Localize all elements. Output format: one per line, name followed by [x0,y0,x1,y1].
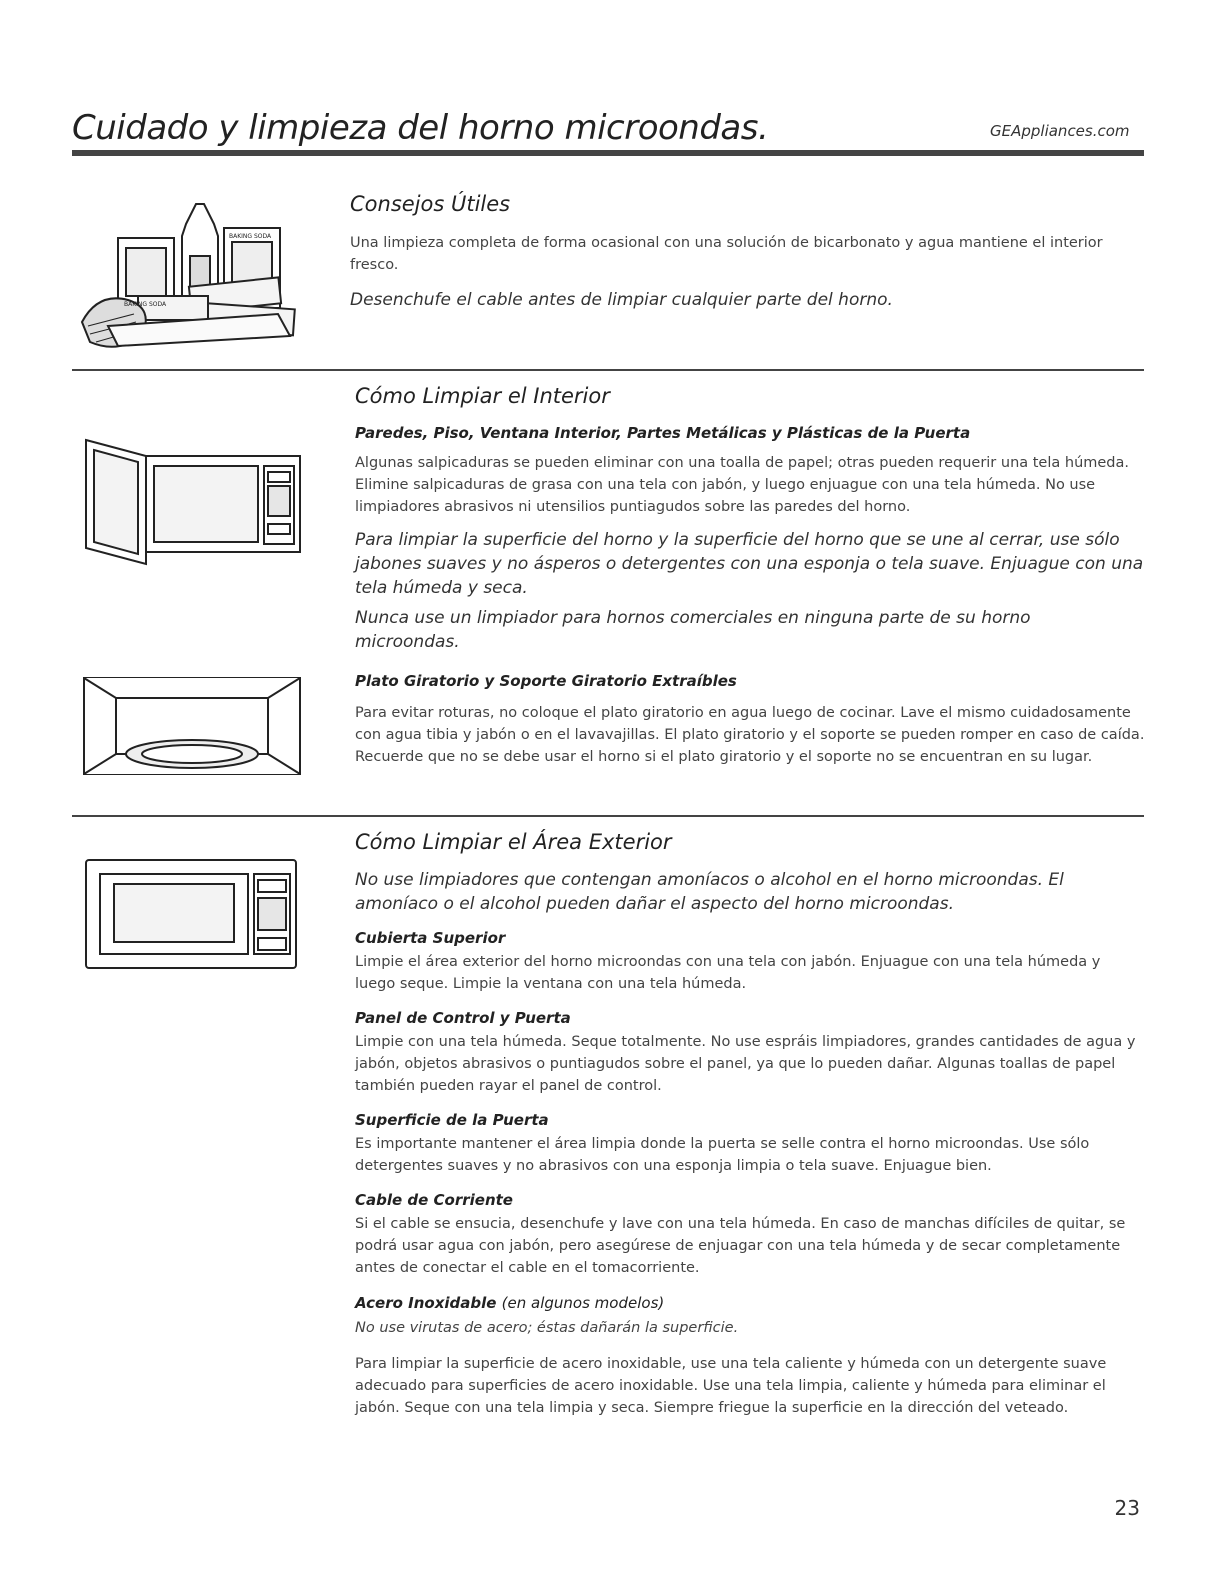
exterior-section-text-2: Limpie con una tela húmeda. Seque totalmente. No use espráis limpiadores, grandes cantidades de agua y jabón, objetos abrasivos o puntiagudos sobre el panel, ya que lo pueden dañar. Algunas toallas de papel también pueden rayar el panel de control. [355,1034,1136,1094]
exterior-heading: Cómo Limpiar el Área Exterior [355,830,672,854]
interior-para-4: Para evitar roturas, no coloque el plato giratorio en agua luego de cocinar. Lave el mismo cuidadosamente con agua tibia y jabón o en el lavavajillas. El plato giratorio y el soporte se pueden romper en caso de caída. Recuerde que no se debe usar el horno si el plato giratorio y el soporte no se encuentran en su lugar. [355,705,1145,765]
interior-para-1: Algunas salpicaduras se pueden eliminar con una toalla de papel; otras pueden requerir una tela húmeda. Elimine salpicaduras de grasa con una tela con jabón, y luego enjuague con una tela húmeda. No use limpiadores abrasivos ni utensilios puntiagudos sobre las paredes del horno. [355,455,1130,515]
stainless-steel-label: Acero Inoxidable [355,1294,497,1312]
open-microwave-illustration [84,436,304,568]
exterior-intro: No use limpiadores que contengan amoníacos o alcohol en el horno microondas. El amoníaco o el alcohol pueden dañar el aspecto del horno microondas. [355,870,1064,914]
baking-soda-label-1: BAKING SODA [124,301,167,308]
interior-para-3: Nunca use un limpiador para hornos comerciales en ninguna parte de su horno microondas. [355,608,1031,652]
exterior-section-title-1: Cubierta Superior [355,929,506,947]
tips-para-2: Desenchufe el cable antes de limpiar cualquier parte del horno. [350,290,893,310]
exterior-section-title-2: Panel de Control y Puerta [355,1009,571,1027]
exterior-section-title-4: Cable de Corriente [355,1191,513,1209]
exterior-section-text-4: Si el cable se ensucia, desenchufe y lave con una tela húmeda. En caso de manchas difíciles de quitar, se podrá usar agua con jabón, pero asegúrese de enjuagar con una tela húmeda y de secar completamente antes de conectar el cable en el tomacorriente. [355,1216,1126,1276]
page-title: Cuidado y limpieza del horno microondas. [72,108,769,148]
exterior-section-title-3: Superficie de la Puerta [355,1111,549,1129]
interior-heading: Cómo Limpiar el Interior [355,384,610,408]
header-rule [72,150,1144,156]
tips-heading: Consejos Útiles [350,192,511,216]
cleaning-supplies-illustration [78,196,314,356]
interior-sub-2: Plato Giratorio y Soporte Giratorio Extraíbles [355,672,737,690]
stainless-steel-warning: No use virutas de acero; éstas dañarán la superficie. [355,1320,739,1336]
microwave-front-illustration [84,858,298,970]
baking-soda-label-2: BAKING SODA [229,233,272,240]
section-rule-2 [72,815,1144,817]
section-rule-1 [72,369,1144,371]
stainless-steel-text: Para limpiar la superficie de acero inoxidable, use una tela caliente y húmeda con un detergente suave adecuado para superficies de acero inoxidable. Use una tela limpia, caliente y húmeda para eliminar el jabón. Seque con una tela limpia y seca. Siempre friegue la superficie en la dirección del veteado. [355,1356,1107,1416]
interior-sub-1: Paredes, Piso, Ventana Interior, Partes Metálicas y Plásticas de la Puerta [355,424,971,442]
stainless-steel-note: (en algunos modelos) [501,1294,665,1312]
stainless-steel-title [355,1294,664,1312]
interior-para-2: Para limpiar la superficie del horno y la superficie del horno que se une al cerrar, use sólo jabones suaves y no ásperos o detergentes con una esponja o tela suave. Enjuague con una tela húmeda y seca. [355,530,1144,598]
turntable-illustration [82,676,302,776]
site-url: GEAppliances.com [990,122,1130,140]
page-number: 23 [1114,1496,1140,1520]
exterior-section-text-1: Limpie el área exterior del horno microondas con una tela con jabón. Enjuague con una tela húmeda y luego seque. Limpie la ventana con una tela húmeda. [355,954,1101,992]
tips-para-1: Una limpieza completa de forma ocasional con una solución de bicarbonato y agua mantiene el interior fresco. [350,235,1103,273]
exterior-section-text-3: Es importante mantener el área limpia donde la puerta se selle contra el horno microondas. Use sólo detergentes suaves y no abrasivos con una esponja limpia o tela suave. Enjuague bien. [355,1136,1090,1174]
